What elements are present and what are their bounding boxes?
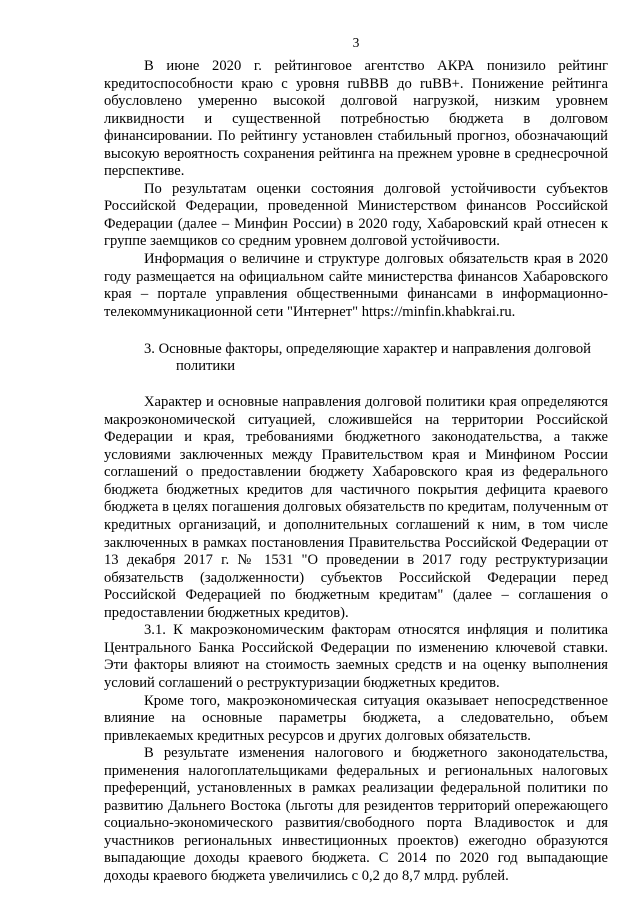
paragraph-macro-budget-impact: Кроме того, макроэкономическая ситуация оказывает непосредственное влияние на основные параметры бюджета, а следовательно, объем привлекаемых кредитных ресурсов и других долговых обязательств. bbox=[104, 692, 608, 744]
paragraph-debt-info-website: Информация о величине и структуре долговых обязательств края в 2020 году размещается на официальном сайте министерства финансов Хабаровского края – портале управления общественными финансами в информационно-телекоммуникационной сети "Интернет" https://minfin.khabkrai.ru. bbox=[104, 251, 608, 320]
section-heading: 3. Основные факторы, определяющие характер и направления долговой политики bbox=[144, 341, 591, 375]
paragraph-macro-factors: 3.1. К макроэкономическим факторам относятся инфляция и политика Центрального Банка Российской Федерации по изменению ключевой ставки. Эти факторы влияют на стоимость заемных средств и на оценку выполнения условий соглашений о реструктуризации бюджетных кредитов. bbox=[104, 622, 608, 691]
paragraph-debt-policy-character: Характер и основные направления долговой политики края определяются макроэкономической ситуацией, сложившейся на территории Российской Федерации и края, требованиями бюджетного законодательства, а также условиями заключенных между Правительством края и Минфином России соглашений о предоставлении бюджету Хабаровского края из федерального бюджета бюджетных кредитов для частичного покрытия дефицита краевого бюджета в целях погашения долговых обязательств по кредитам, полученным от кредитных организаций, и дополнительных соглашений к ним, в том числе заключенных в рамках постановления Правительства Российской Федерации от 13 декабря 2017 г. № 1531 "О проведении в 2017 году реструктуризации обязательств (задолженности) субъектов Российской Федерации перед Российской Федерацией по бюджетным кредитам" (далее – соглашения о предоставлении бюджетных кредитов). bbox=[104, 394, 608, 621]
paragraph-akra-rating: В июне 2020 г. рейтинговое агентство АКРА понизило рейтинг кредитоспособности краю с уровня ruBBB до ruBB+. Понижение рейтинга обусловлено умеренно высокой долговой нагрузкой, низким уровнем ликвидности и существенной потребностью бюджета в долговом финансировании. По рейтингу установлен стабильный прогноз, обозначающий высокую вероятность сохранения рейтинга на прежнем уровне в среднесрочной перспективе. bbox=[104, 58, 608, 180]
page-number: 3 bbox=[352, 35, 360, 50]
document-page bbox=[104, 34, 608, 886]
paragraph-debt-sustainability: По результатам оценки состояния долговой устойчивости субъектов Российской Федерации, проведенной Министерством финансов Российской Федерации (далее – Минфин России) в 2020 году, Хабаровский край отнесен к группе заемщиков со средним уровнем долговой устойчивости. bbox=[104, 180, 608, 250]
paragraph-lost-revenues: В результате изменения налогового и бюджетного законодательства, применения налогоплательщиками федеральных и региональных налоговых преференций, установленных в рамках реализации федеральной политики по развитию Дальнего Востока (льготы для резидентов территорий опережающего социально-экономического развития/свободного порта Владивосток и для участников региональных инвестиционных проектов) ежегодно образуются выпадающие доходы краевого бюджета. С 2014 по 2020 год выпадающие доходы краевого бюджета увеличились с 0,2 до 8,7 млрд. рублей. bbox=[104, 745, 608, 884]
